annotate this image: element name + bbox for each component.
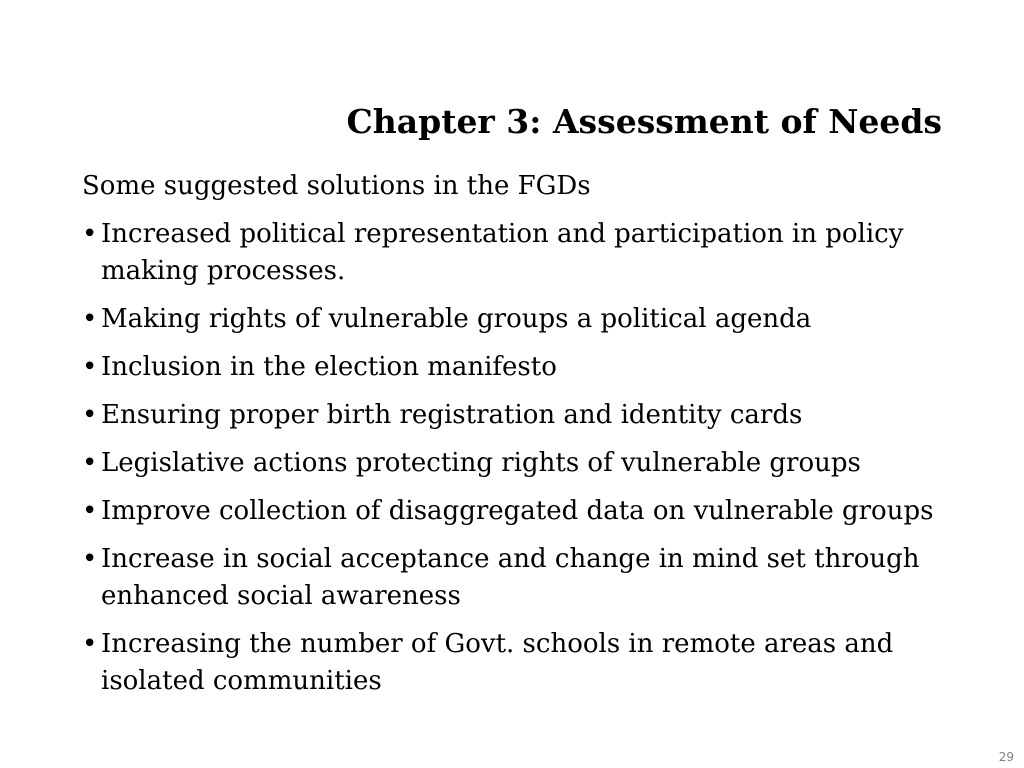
- slide-body: [82, 168, 982, 711]
- list-item-text: Improve collection of disaggregated data on vulnerable groups: [101, 496, 934, 526]
- list-item-text: Legislative actions protecting rights of vulnerable groups: [101, 448, 861, 478]
- list-item: [82, 397, 982, 434]
- list-item-text: Ensuring proper birth registration and identity cards: [101, 400, 803, 430]
- list-item: [82, 216, 982, 290]
- page-number: 29: [998, 750, 1014, 764]
- list-item-text: Increase in social acceptance and change in mind set through enhanced social awareness: [101, 544, 920, 611]
- bullet-icon: •: [82, 219, 98, 249]
- list-item-text: Increased political representation and participation in policy making processes.: [101, 219, 904, 286]
- list-item: [82, 445, 982, 482]
- list-item: [82, 626, 982, 700]
- slide-title: Chapter 3: Assessment of Needs: [346, 102, 942, 141]
- bullet-icon: •: [82, 544, 98, 574]
- list-item: [82, 349, 982, 386]
- bullet-icon: •: [82, 629, 98, 659]
- bullet-icon: •: [82, 304, 98, 334]
- bullet-icon: •: [82, 448, 98, 478]
- list-item: [82, 493, 982, 530]
- bullet-icon: •: [82, 496, 98, 526]
- intro-text: Some suggested solutions in the FGDs: [82, 171, 591, 201]
- bullet-icon: •: [82, 400, 98, 430]
- list-item-text: Inclusion in the election manifesto: [101, 352, 557, 382]
- list-item: [82, 541, 982, 615]
- list-item-text: Increasing the number of Govt. schools in remote areas and isolated communities: [101, 629, 894, 696]
- list-item-text: Making rights of vulnerable groups a political agenda: [101, 304, 812, 334]
- bullet-icon: •: [82, 352, 98, 382]
- list-item: [82, 301, 982, 338]
- solutions-list: [82, 216, 982, 700]
